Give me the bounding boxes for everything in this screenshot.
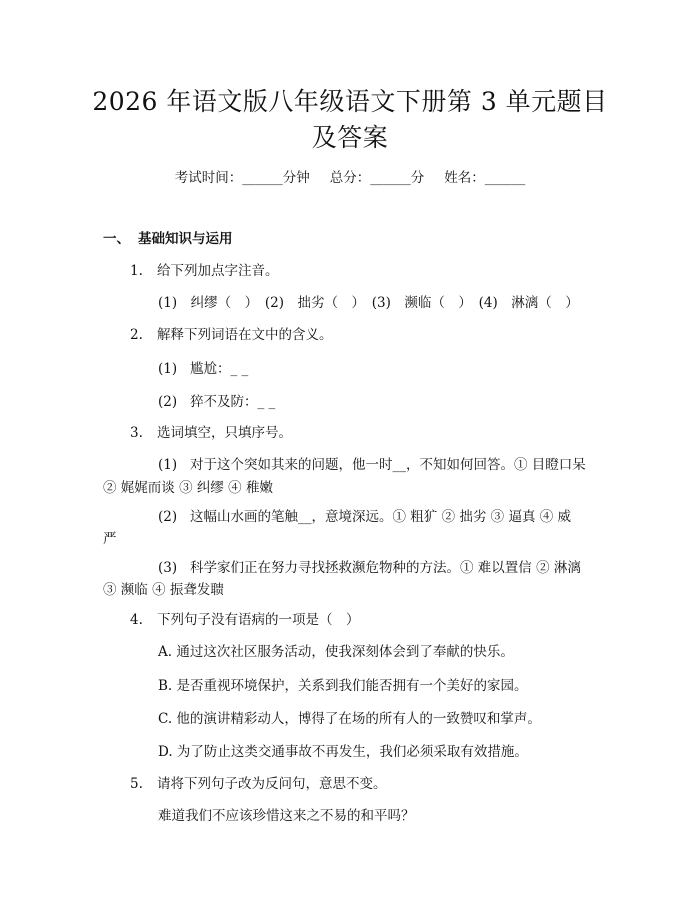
question-5	[130, 775, 387, 793]
question-4	[130, 611, 360, 629]
question-2	[130, 326, 333, 344]
option-b: B. 是否重视环境保护，关系到我们能否拥有一个美好的家园。	[158, 678, 528, 694]
sub-number: (1)	[158, 361, 178, 377]
document-title-line-1: 2026 年语文版八年级语文下册第 3 单元题目	[92, 87, 608, 116]
sub-text: 猝不及防：_ _	[190, 394, 276, 410]
section-number: 一、	[103, 231, 130, 247]
question-2-sub-2	[158, 393, 275, 411]
exam-name: 姓名：______	[444, 170, 526, 186]
exam-score: 总分：______分	[329, 170, 425, 186]
question-5-sentence: 难道我们不应该珍惜这来之不易的和平吗？	[158, 808, 415, 824]
question-3	[130, 424, 292, 442]
question-1	[130, 262, 279, 280]
option-c: C. 他的演讲精彩动人，博得了在场的所有人的一致赞叹和掌声。	[158, 711, 541, 727]
option-a: A. 通过这次社区服务活动，使我深刻体会到了奉献的快乐。	[158, 644, 514, 660]
question-1-items: (1) 纠缪（ ） (2) 拙劣（ ） (3) 濒临（ ） (4) 淋漓（ ）	[158, 295, 579, 311]
question-text: 给下列加点字注音。	[157, 263, 279, 279]
document-title-line-2: 及答案	[311, 123, 389, 152]
question-3-sub-2	[158, 508, 571, 526]
sub-number: (2)	[158, 394, 178, 410]
question-number: 2.	[130, 327, 143, 343]
question-number: 3.	[130, 425, 143, 441]
sub-text: 这幅山水画的笔触__，意境深远。① 粗犷 ② 拙劣 ③ 逼真 ④ 威	[190, 509, 572, 525]
sub-text: 尴尬：_ _	[190, 361, 249, 377]
question-text: 解释下列词语在文中的含义。	[157, 327, 333, 343]
sub-text: 科学家们正在努力寻找拯救濒危物种的方法。① 难以置信 ② 淋漓	[190, 560, 581, 576]
sub-number: (2)	[158, 509, 178, 525]
question-3-sub-3-cont: ③ 濒临 ④ 振聋发聩	[103, 582, 224, 598]
question-3-sub-3	[158, 559, 581, 577]
section-heading	[103, 230, 233, 248]
question-text: 下列句子没有语病的一项是（ ）	[157, 612, 360, 628]
question-2-sub-1	[158, 360, 248, 378]
exam-meta	[0, 169, 700, 187]
question-3-sub-1-cont: ② 娓娓而谈 ③ 纠缪 ④ 稚嫩	[103, 480, 273, 496]
option-d: D. 为了防止这类交通事故不再发生，我们必须采取有效措施。	[158, 744, 528, 760]
question-3-sub-2-cont: 严	[103, 531, 117, 547]
question-3-sub-1	[158, 456, 586, 474]
sub-number: (3)	[158, 560, 178, 576]
section-label: 基础知识与运用	[138, 231, 233, 247]
question-text: 选词填空，只填序号。	[157, 425, 292, 441]
sub-text: 对于这个突如其来的问题，他一时__，不知如何回答。① 目瞪口呆	[190, 457, 586, 473]
sub-number: (1)	[158, 457, 178, 473]
exam-time: 考试时间：______分钟	[174, 170, 310, 186]
question-number: 1.	[130, 263, 143, 279]
question-number: 4.	[130, 612, 143, 628]
question-text: 请将下列句子改为反问句，意思不变。	[157, 776, 387, 792]
question-number: 5.	[130, 776, 143, 792]
